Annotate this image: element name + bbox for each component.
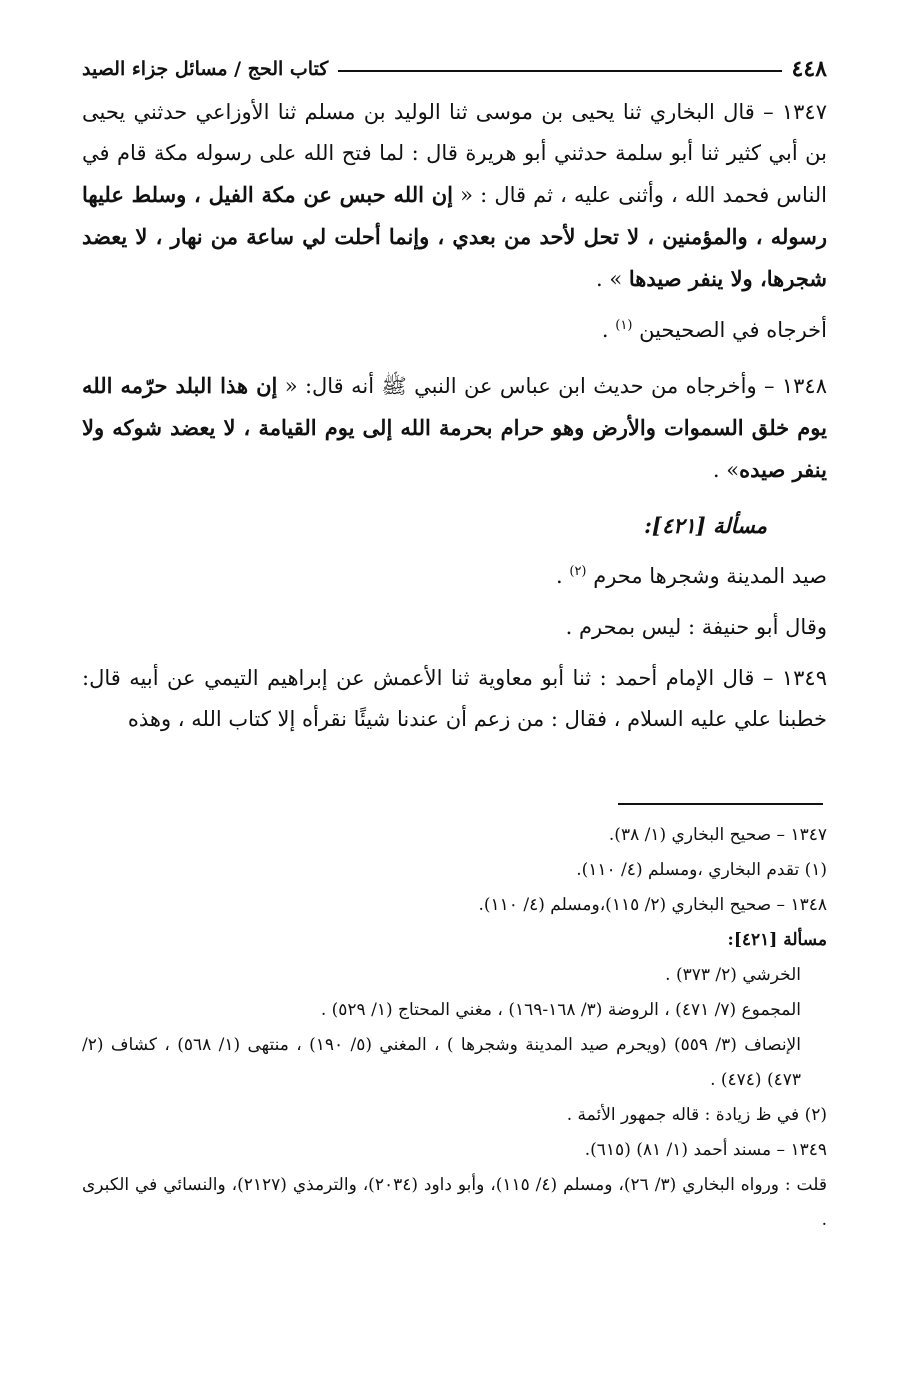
footnote-line: قلت : ورواه البخاري (٣/ ٢٦)، ومسلم (٤/ ١١٥)، وأبو داود (٢٠٣٤)، والترمذي (٢١٢٧)، والنسائي في الكبرى . xyxy=(82,1175,827,1230)
running-head: كتاب الحج / مسائل جزاء الصيد xyxy=(82,58,329,80)
hadith-number: ١٣٤٧ – xyxy=(763,100,827,124)
footnote-separator xyxy=(618,803,823,805)
footnote-line: ١٣٤٧ – صحيح البخاري (١/ ٣٨). xyxy=(608,825,827,845)
hadith-close: » . xyxy=(712,458,740,482)
footnotes xyxy=(82,818,827,1238)
takhrij-1347 xyxy=(82,310,827,351)
hadith-1349 xyxy=(82,658,827,740)
hadith-isnad: قال البخاري ثنا يحيى بن موسى ثنا الوليد بن مسلم ثنا الأوزاعي حدثني يحيى بن أبي كثير ثنا أبو سلمة حدثني أبو هريرة قال : لما فتح الله على رسوله مكة قام في الناس فحمد الله ، وأثنى عليه ، ثم قال : « xyxy=(82,100,828,207)
footnote-line: المجموع (٧/ ٤٧١) ، الروضة (٣/ ١٦٨-١٦٩) ، مغني المحتاج (١/ ٥٢٩) . xyxy=(320,1000,801,1020)
hadith-1347 xyxy=(82,92,827,300)
hadith-matn: إن هذا البلد حرّمه الله يوم خلق السموات والأرض وهو حرام بحرمة الله إلى يوم القيامة ، لا يعضد شوكه ولا ينفر صيده xyxy=(82,373,827,482)
footnote-line: ١٣٤٨ – صحيح البخاري (٢/ ١١٥)،ومسلم (٤/ ١١٠). xyxy=(478,895,827,915)
footnote-line: الإنصاف (٣/ ٥٥٩) (ويحرم صيد المدينة وشجرها ) ، المغني (٥/ ١٩٠) ، منتهى (١/ ٥٦٨) ، كشاف (٢/ ٤٧٣) (٤٧٤) . xyxy=(82,1035,801,1090)
page-header xyxy=(82,52,827,86)
footnote-line: (١) تقدم البخاري ،ومسلم (٤/ ١١٠). xyxy=(576,860,827,880)
footnote-masala-heading: مسألة [٤٢١]: xyxy=(727,930,827,950)
masala-text: صيد المدينة وشجرها محرم xyxy=(593,564,827,588)
hadith-number: ١٣٤٩ – xyxy=(762,666,827,690)
hadith-isnad: وأخرجاه من حديث ابن عباس عن النبي ﷺ أنه قال: « xyxy=(277,374,764,398)
hadith-matn: إن الله حبس عن مكة الفيل ، وسلط عليها رسوله ، والمؤمنين ، لا تحل لأحد من بعدي ، وإنما أحلت لي ساعة من نهار ، لا يعضد شجرها، ولا ينفر صيدها xyxy=(82,182,827,291)
page-number: ٤٤٨ xyxy=(791,56,827,82)
footnote-marker-1: (١) xyxy=(615,318,633,333)
abu-hanifa-opinion: وقال أبو حنيفة : ليس بمحرم . xyxy=(565,615,827,639)
footnote-line: ١٣٤٩ – مسند أحمد (١/ ٨١) (٦١٥). xyxy=(584,1140,827,1160)
hadith-text: قال الإمام أحمد : ثنا أبو معاوية ثنا الأعمش عن إبراهيم التيمي عن أبيه قال: خطبنا علي عليه السلام ، فقال : من زعم أن عندنا شيئًا نقرأه إلا كتاب الله ، وهذه xyxy=(82,666,827,731)
masala-statement xyxy=(82,556,827,597)
footnote-marker-2: (٢) xyxy=(569,564,587,579)
masala-title: مسألة [٤٢١]: xyxy=(644,513,767,538)
hadith-number: ١٣٤٨ – xyxy=(763,374,827,398)
takhrij-dot: . xyxy=(601,318,616,342)
hadith-close: » . xyxy=(596,267,629,291)
main-text xyxy=(82,92,827,740)
footnote-line: الخرشي (٢/ ٣٧٣) . xyxy=(665,965,801,985)
header-rule xyxy=(338,70,781,72)
takhrij-text: أخرجاه في الصحيحين xyxy=(639,318,827,342)
hadith-1348 xyxy=(82,365,827,491)
footnote-line: (٢) في ظ زيادة : قاله جمهور الأئمة . xyxy=(566,1105,827,1125)
masala-dot: . xyxy=(556,564,570,588)
